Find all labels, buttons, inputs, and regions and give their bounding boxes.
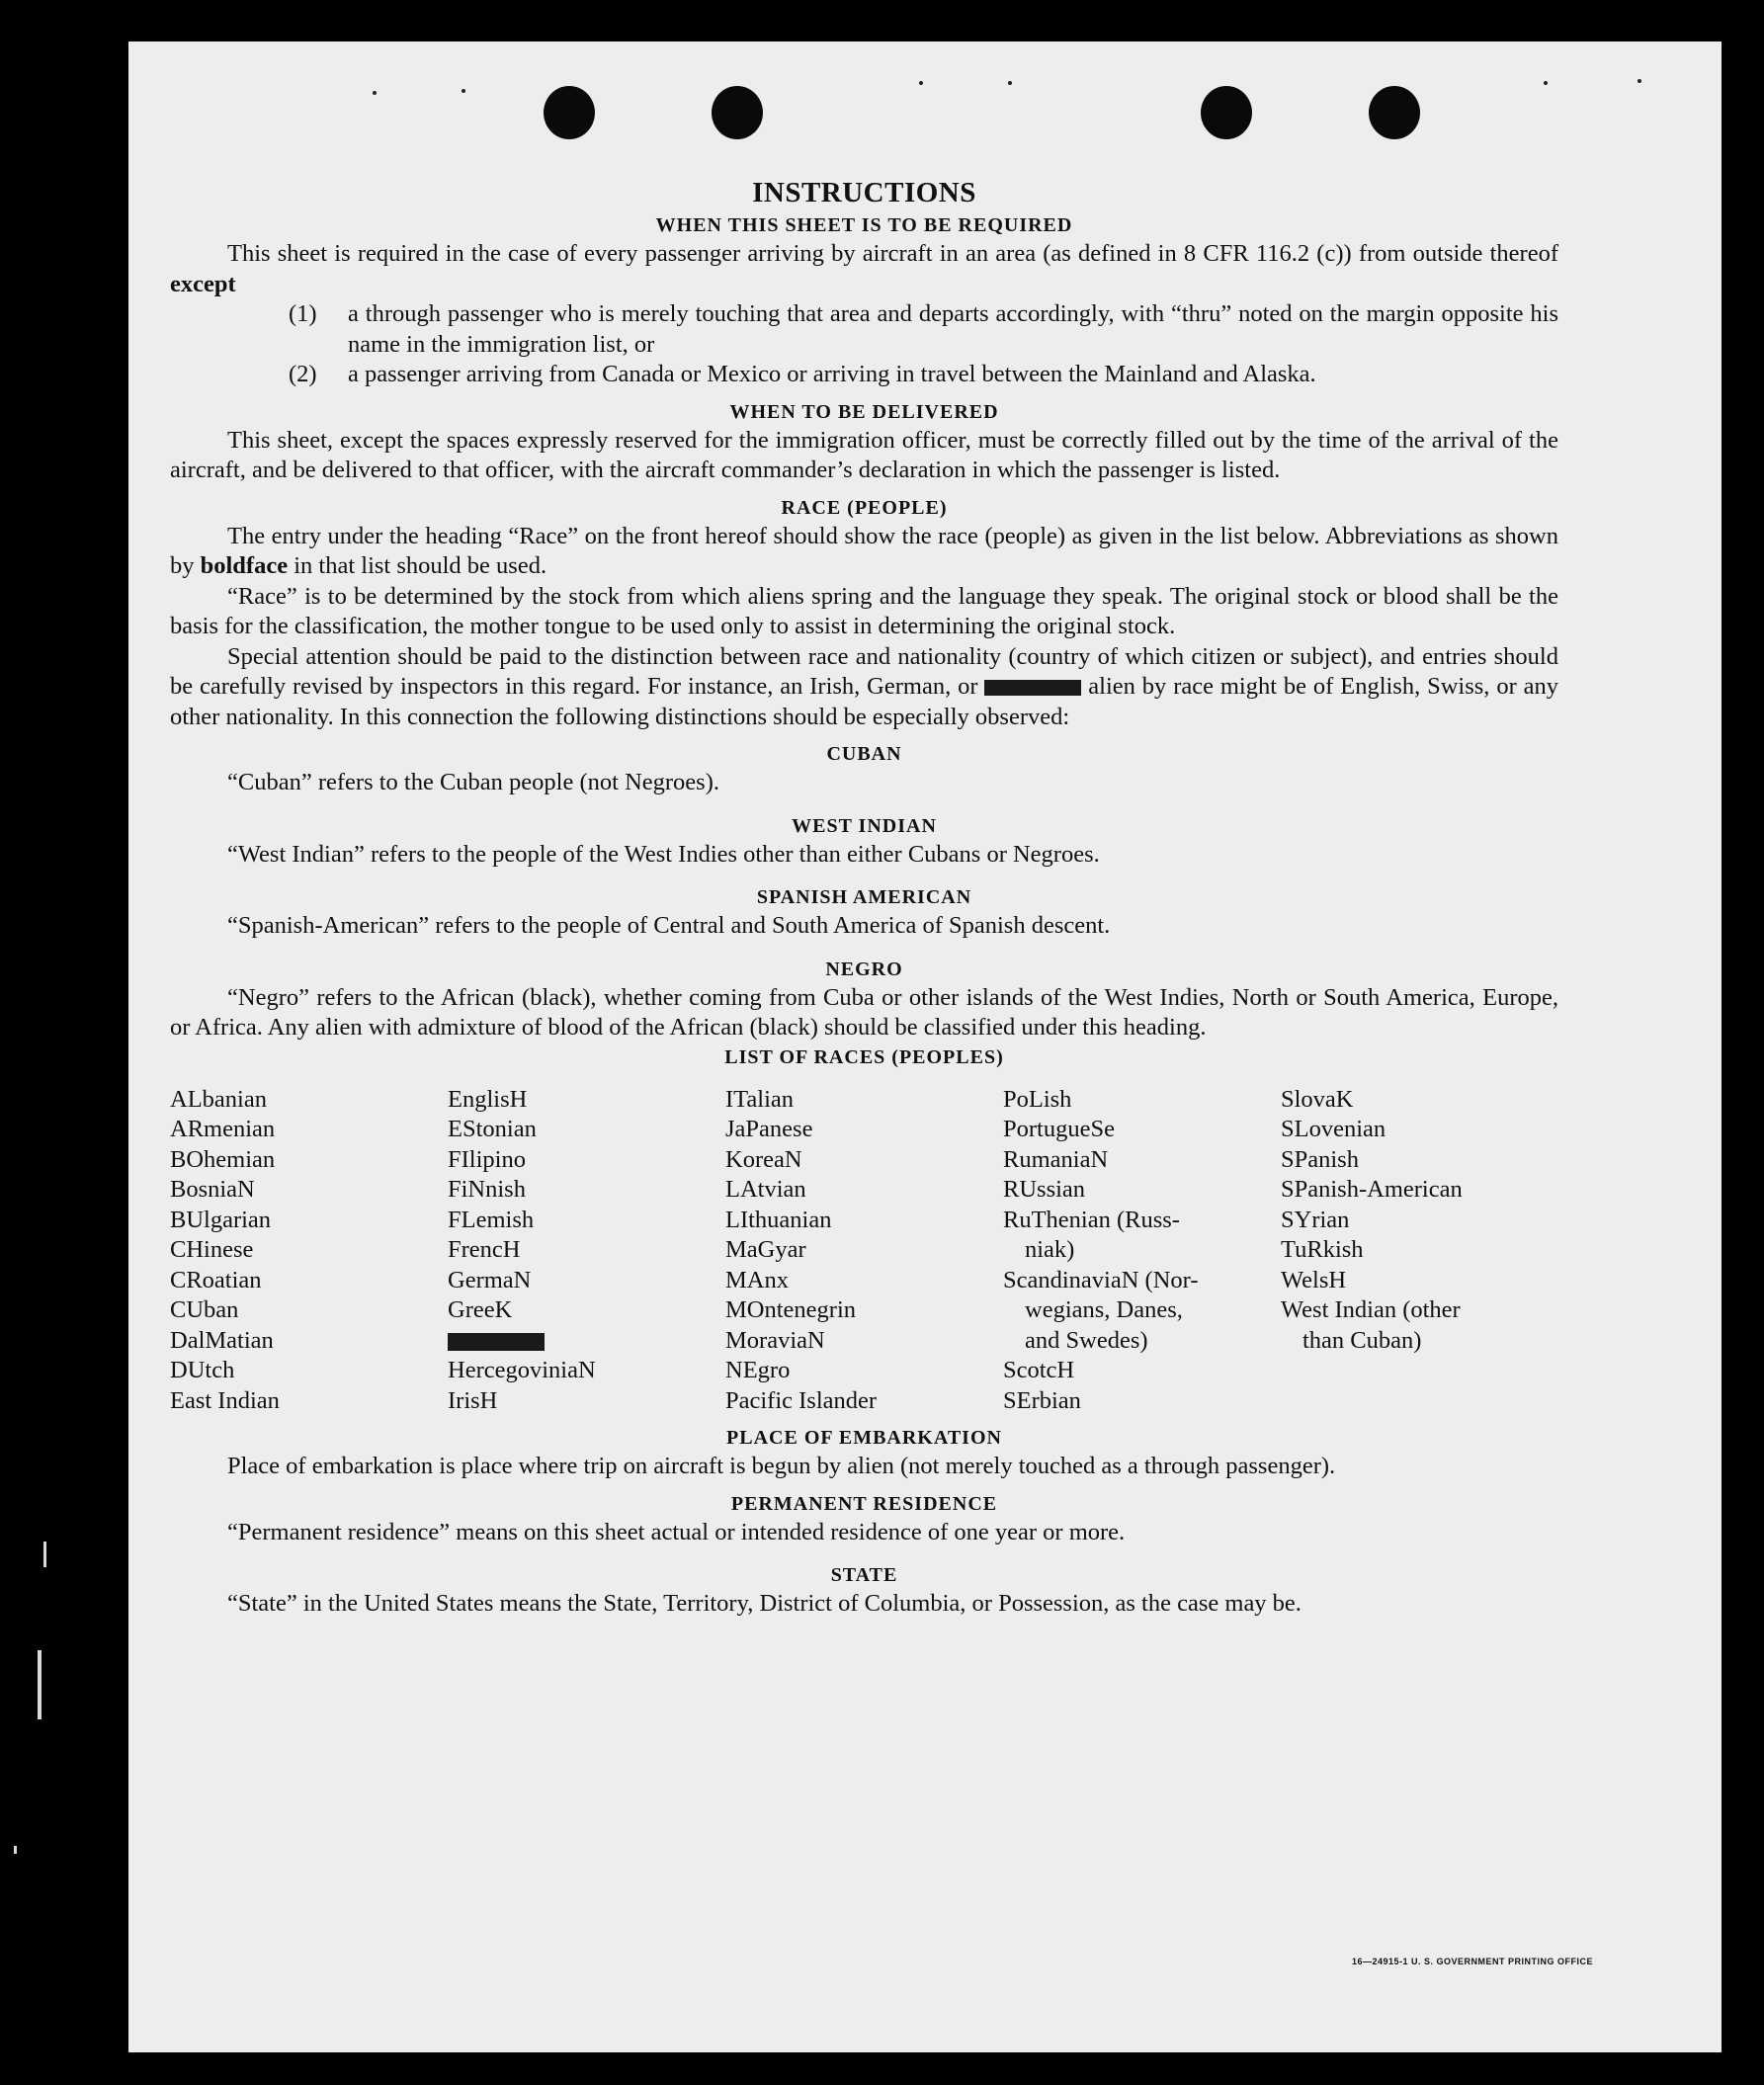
race-entry: HercegoviniaN xyxy=(448,1357,596,1383)
race-entry: LIthuanian xyxy=(725,1206,832,1233)
paragraph-text: alien by race might be of English, Swiss, or any other nationality. In this connection the following distinctions should be especially observed: xyxy=(170,673,1558,730)
paragraph: “Race” is to be determined by the stock from which aliens spring and the language they speak. The original stock or blood shall be the basis for the classification, the mother tongue to be used only to assist in determining the original stock. xyxy=(170,582,1558,639)
redaction-mark xyxy=(448,1333,545,1351)
race-entry: LAtvian xyxy=(725,1176,806,1203)
race-entry: ScotcH xyxy=(1003,1357,1075,1383)
race-entry: niak) xyxy=(1025,1236,1075,1263)
race-entry: DUtch xyxy=(170,1357,235,1383)
race-entry: MAnx xyxy=(725,1266,789,1293)
race-entry: TuRkish xyxy=(1281,1236,1364,1263)
race-entry: than Cuban) xyxy=(1302,1326,1422,1354)
punch-hole xyxy=(544,86,595,139)
race-entry: SPanish xyxy=(1281,1145,1359,1173)
section-heading: WHEN TO BE DELIVERED xyxy=(729,400,999,423)
race-entry: Pacific Islander xyxy=(725,1386,878,1414)
race-entry: SYrian xyxy=(1281,1206,1350,1233)
race-entry: SLovenian xyxy=(1281,1116,1386,1142)
paragraph: “Spanish-American” refers to the people of Central and South America of Spanish descent. xyxy=(227,912,1111,939)
race-entry: RumaniaN xyxy=(1003,1145,1109,1173)
race-entry: CRoatian xyxy=(170,1266,262,1293)
speck xyxy=(462,89,465,93)
speck xyxy=(1008,81,1012,85)
race-entry: ITalian xyxy=(725,1085,795,1113)
race-entry: NEgro xyxy=(725,1357,791,1383)
item-number: (2) xyxy=(289,361,317,387)
document-sheet xyxy=(128,42,1722,2052)
paragraph-text: in that list should be used. xyxy=(294,552,547,579)
race-column xyxy=(1281,1085,1558,1417)
paragraph: “Negro” refers to the African (black), whether coming from Cuba or other islands of the West Indies, North or South America, Europe, or Africa. Any alien with admixture of blood of the African (black) should be classified under this heading. xyxy=(170,983,1558,1041)
punch-hole xyxy=(1369,86,1420,139)
race-entry: SPanish-American xyxy=(1281,1176,1463,1203)
race-entry: BUlgarian xyxy=(170,1206,272,1233)
race-entry: FLemish xyxy=(448,1206,535,1233)
race-entry: CHinese xyxy=(170,1236,254,1263)
scan-artifact xyxy=(14,1846,17,1854)
item-number: (1) xyxy=(289,300,317,327)
paragraph-text: The entry under the heading “Race” on the front hereof should show the race (people) as given in the list below. Abbreviations as shown by xyxy=(170,522,1558,579)
race-entry-redacted xyxy=(448,1326,725,1357)
race-entry: DalMatian xyxy=(170,1326,274,1354)
paragraph: This sheet, except the spaces expressly reserved for the immigration officer, must be correctly filled out by the time of the arrival of the aircraft, and be delivered to that officer, with the aircraft commander’s declaration in which the passenger is listed. xyxy=(170,426,1558,483)
race-entry: WelsH xyxy=(1281,1266,1347,1293)
race-entry: East Indian xyxy=(170,1386,280,1414)
paragraph-text: This sheet is required in the case of every passenger arriving by aircraft in an area (as defined in 8 CFR 116.2 (c)) from outside thereof xyxy=(227,240,1558,267)
race-entry: EStonian xyxy=(448,1116,537,1142)
race-entry: BOhemian xyxy=(170,1145,276,1173)
paragraph: Place of embarkation is place where trip on aircraft is begun by alien (not merely touched as a through passenger). xyxy=(227,1453,1336,1479)
item-text: a through passenger who is merely touching that area and departs accordingly, with “thru” noted on the margin opposite his name in the immigration list, or xyxy=(348,300,1558,358)
section-heading: NEGRO xyxy=(825,958,903,980)
section-heading: WEST INDIAN xyxy=(792,814,937,837)
punch-hole xyxy=(1201,86,1252,139)
paragraph xyxy=(170,642,1558,733)
bold-text: boldface xyxy=(200,552,289,579)
race-entry: MOntenegrin xyxy=(725,1296,856,1323)
race-entry: GreeK xyxy=(448,1296,513,1323)
race-entry: and Swedes) xyxy=(1025,1326,1148,1354)
race-entry: SErbian xyxy=(1003,1386,1081,1414)
race-entry: ARmenian xyxy=(170,1116,276,1142)
race-entry: CUban xyxy=(170,1296,239,1323)
race-entry: MoraviaN xyxy=(725,1326,825,1354)
race-entry: ScandinaviaN (Nor- xyxy=(1003,1266,1199,1293)
race-column xyxy=(1003,1085,1281,1417)
race-entry: EnglisH xyxy=(448,1085,528,1113)
race-entry: FiNnish xyxy=(448,1176,526,1203)
race-entry: JaPanese xyxy=(725,1116,813,1142)
race-column xyxy=(448,1085,725,1417)
race-entry: PortugueSe xyxy=(1003,1116,1115,1142)
race-entry: PoLish xyxy=(1003,1085,1072,1113)
instructions-body xyxy=(170,174,1558,1620)
race-list xyxy=(170,1085,1558,1417)
paragraph: “Cuban” refers to the Cuban people (not Negroes). xyxy=(227,769,719,795)
race-entry: RUssian xyxy=(1003,1176,1086,1203)
paragraph xyxy=(170,239,1558,299)
print-office-footer: 16—24915-1 U. S. GOVERNMENT PRINTING OFFICE xyxy=(1351,1957,1593,1966)
scan-artifact xyxy=(38,1650,42,1719)
race-column xyxy=(170,1085,448,1417)
race-entry: KoreaN xyxy=(725,1145,802,1173)
section-heading: PERMANENT RESIDENCE xyxy=(730,1492,998,1515)
paragraph: “State” in the United States means the State, Territory, District of Columbia, or Possession, as the case may be. xyxy=(227,1590,1302,1617)
race-entry: FIlipino xyxy=(448,1145,526,1173)
race-entry: West Indian (other xyxy=(1281,1296,1461,1323)
race-column xyxy=(725,1085,1003,1417)
section-heading: STATE xyxy=(830,1564,898,1586)
speck xyxy=(373,91,377,95)
race-entry: BosniaN xyxy=(170,1176,255,1203)
bold-text: except xyxy=(170,270,236,297)
race-entry: SlovaK xyxy=(1281,1085,1354,1113)
section-heading: LIST OF RACES (PEOPLES) xyxy=(724,1045,1004,1068)
race-entry: GermaN xyxy=(448,1266,532,1293)
paragraph xyxy=(170,522,1558,582)
race-entry: wegians, Danes, xyxy=(1025,1296,1183,1323)
paragraph-text: Special attention should be paid to the distinction between race and nationality (country of which citizen or subject), and entries should be carefully revised by inspectors in this regard. For instance, an Irish, German, or xyxy=(170,642,1558,700)
section-heading: SPANISH AMERICAN xyxy=(756,886,972,908)
section-heading: WHEN THIS SHEET IS TO BE REQUIRED xyxy=(655,214,1073,236)
race-entry: FrencH xyxy=(448,1236,521,1263)
speck xyxy=(919,81,923,85)
item-text: a passenger arriving from Canada or Mexico or arriving in travel between the Mainland and Alaska. xyxy=(348,361,1316,387)
section-heading: CUBAN xyxy=(826,743,902,765)
paragraph: “West Indian” refers to the people of the West Indies other than either Cubans or Negroes. xyxy=(227,840,1100,868)
paragraph: “Permanent residence” means on this sheet actual or intended residence of one year or more. xyxy=(227,1518,1126,1545)
list-item xyxy=(170,360,1558,390)
speck xyxy=(1638,79,1641,83)
list-item xyxy=(170,299,1558,360)
race-entry: RuThenian (Russ- xyxy=(1003,1206,1180,1233)
race-entry: IrisH xyxy=(448,1386,498,1414)
scan-artifact xyxy=(43,1542,46,1567)
section-heading: PLACE OF EMBARKATION xyxy=(726,1427,1002,1449)
redaction-mark xyxy=(984,680,1081,696)
speck xyxy=(1544,81,1548,85)
race-entry: ALbanian xyxy=(170,1085,267,1113)
section-heading: RACE (PEOPLE) xyxy=(781,496,948,519)
punch-hole xyxy=(712,86,763,139)
race-entry: MaGyar xyxy=(725,1236,806,1263)
page-title: INSTRUCTIONS xyxy=(752,177,976,208)
